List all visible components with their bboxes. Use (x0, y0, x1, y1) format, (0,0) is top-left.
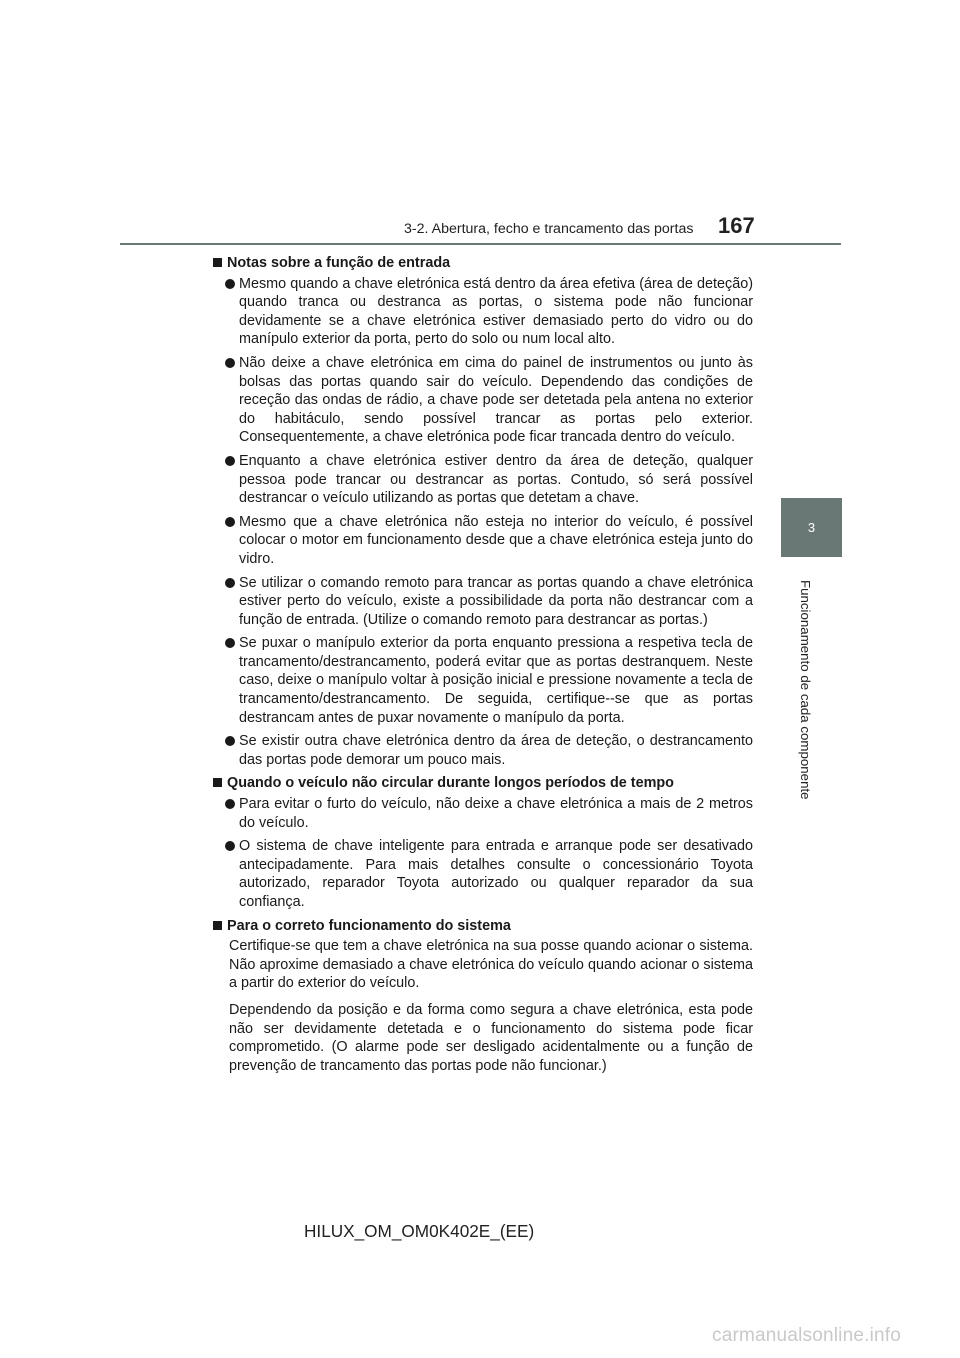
header-divider (120, 243, 841, 245)
list-item: Não deixe a chave eletrónica em cima do painel de instrumentos ou junto às bolsas das portas quando sair do veículo. Dependendo das condições de receção das ondas de rádio, a chave pode ser detetada pela antena no exterior do habitáculo, sendo possível trancar as portas pelo exterior. Consequentemente, a chave eletrónica pode ficar trancada dentro do veículo. (211, 354, 753, 447)
section-heading: Quando o veículo não circular durante longos períodos de tempo (211, 774, 753, 793)
paragraph: Dependendo da posição e da forma como segura a chave eletrónica, esta pode não ser devidamente detetada e o funcionamento do sistema pode ficar comprometido. (O alarme pode ser desligado acidentalmente ou a função de prevenção de trancamento das portas pode não funcionar.) (229, 1001, 753, 1074)
chapter-tab (781, 498, 842, 557)
list-item: Para evitar o furto do veículo, não deixe a chave eletrónica a mais de 2 metros do veículo. (211, 795, 753, 832)
page-number: 167 (718, 213, 755, 238)
watermark: carmanualsonline.info (712, 1325, 902, 1346)
chapter-label: Funcionamento de cada componente (798, 580, 813, 800)
list-item: O sistema de chave inteligente para entrada e arranque pode ser desativado antecipadamente. Para mais detalhes consulte o concessionário Toyota autorizado, reparador Toyota autorizado ou qualquer reparador da sua confiança. (211, 837, 753, 911)
list-item: Mesmo que a chave eletrónica não esteja no interior do veículo, é possível colocar o motor em funcionamento desde que a chave eletrónica esteja junto do vidro. (211, 513, 753, 569)
list-item: Se puxar o manípulo exterior da porta enquanto pressiona a respetiva tecla de trancamento/destrancamento, poderá evitar que as portas destranquem. Neste caso, deixe o manípulo voltar à posição inicial e pressione novamente a tecla de trancamento/destrancamento. De seguida, certifique--se que as portas destrancam antes de puxar novamente o manípulo da porta. (211, 634, 753, 727)
list-item: Mesmo quando a chave eletrónica está dentro da área efetiva (área de deteção) quando tranca ou destranca as portas, o sistema pode não funcionar devidamente se a chave eletrónica estiver demasiado perto do vidro ou do manípulo exterior da porta, perto do solo ou num local alto. (211, 275, 753, 349)
list-item: Se utilizar o comando remoto para trancar as portas quando a chave eletrónica estiver perto do veículo, existe a possibilidade da porta não destrancar com a função de entrada. (Utilize o comando remoto para destrancar as portas.) (211, 574, 753, 630)
section-title: 3-2. Abertura, fecho e trancamento das portas (404, 221, 694, 237)
section-heading: Para o correto funcionamento do sistema (211, 917, 753, 936)
section-heading: Notas sobre a função de entrada (211, 254, 753, 273)
list-item: Se existir outra chave eletrónica dentro da área de deteção, o destrancamento das portas pode demorar um pouco mais. (211, 732, 753, 769)
main-content (211, 254, 753, 1083)
chapter-number: 3 (807, 520, 816, 535)
paragraph: Certifique-se que tem a chave eletrónica na sua posse quando acionar o sistema. Não aproxime demasiado a chave eletrónica do veículo quando acionar o sistema a partir do exterior do veículo. (229, 938, 753, 992)
document-code: HILUX_OM_OM0K402E_(EE) (304, 1221, 535, 1241)
list-item: Enquanto a chave eletrónica estiver dentro da área de deteção, qualquer pessoa pode trancar ou destrancar as portas. Contudo, só será possível destrancar o veículo utilizando as portas que detetam a chave. (211, 452, 753, 508)
